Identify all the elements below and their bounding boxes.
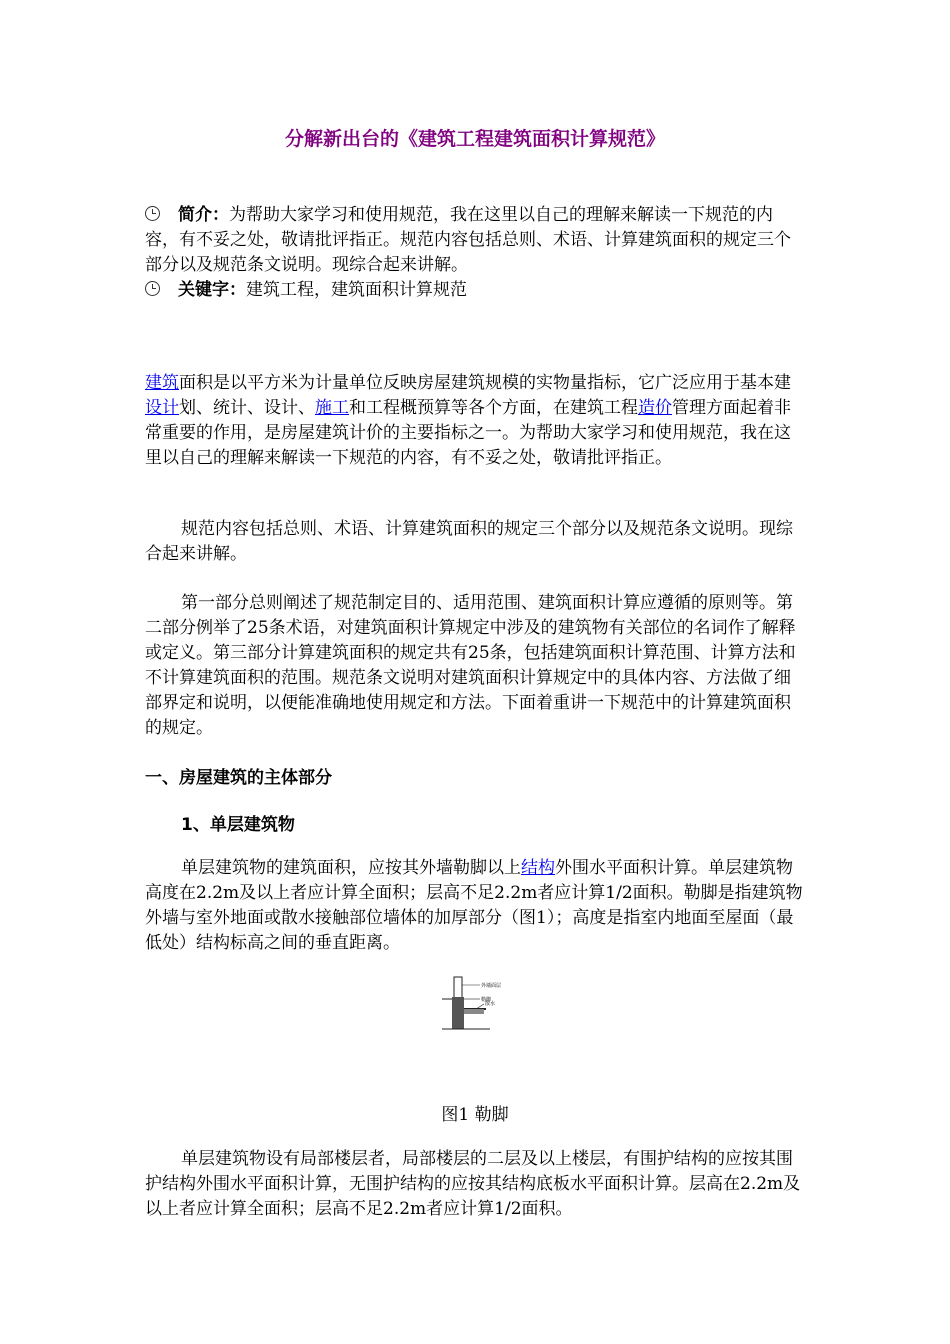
section-heading-2: 1、单层建筑物 xyxy=(181,815,295,835)
section-heading-1: 一、房屋建筑的主体部分 xyxy=(145,768,332,788)
label-c: 散水 xyxy=(485,1001,496,1007)
para3-text: 第一部分总则阐述了规范制定目的、适用范围、建筑面积计算应遵循的原则等。第二部分例举了25条术语，对建筑面积计算规定中涉及的建筑物有关部位的名词作了解释或定义。第三部分计算建筑面积的规定共有25条，包括建筑面积计算范围、计算方法和不计算建筑面积的范围。规范条文说明对建筑面积计算规定中的具体内容、方法做了细部界定和说明，以便能准确地使用规定和方法。下面着重讲一下规范中的计算建筑面积的规定。 xyxy=(145,593,796,738)
para4-text-1: 单层建筑物的建筑面积，应按其外墙勒脚以上 xyxy=(181,858,521,878)
para1-text-4: 管理方面起着非常重要的作用，是房屋建筑计价的主要指标之一。为帮助大家学习和使用规范，我在这里以自己的理解来解读一下规范的内容，有不妥之处，敬请批评指正。 xyxy=(145,398,791,468)
clock-icon xyxy=(145,281,160,296)
link-shigong[interactable]: 施工 xyxy=(315,398,349,418)
label-a: 外墙面层 xyxy=(481,983,502,989)
plinth-diagram xyxy=(440,975,512,1033)
paragraph-4 xyxy=(145,856,805,956)
clock-icon xyxy=(145,206,160,221)
summary-text: 为帮助大家学习和使用规范，我在这里以自己的理解来解读一下规范的内容，有不妥之处，敬请批评指正。规范内容包括总则、术语、计算建筑面积的规定三个部分以及规范条文说明。现综合起来讲解。 xyxy=(145,205,791,275)
paragraph-5 xyxy=(145,1147,805,1222)
link-zaojia[interactable]: 造价 xyxy=(638,398,672,418)
link-jiegou[interactable]: 结构 xyxy=(521,858,555,878)
keywords-label: 关键字： xyxy=(178,280,246,300)
paragraph-3 xyxy=(145,591,805,741)
figure-plinth xyxy=(440,975,512,1033)
link-sheji[interactable]: 设计 xyxy=(145,398,179,418)
paragraph-2 xyxy=(145,517,805,567)
link-jianzhu[interactable]: 建筑 xyxy=(145,373,179,393)
figure-caption: 图1 勒脚 xyxy=(441,1105,509,1125)
para1-text-3: 和工程概预算等各个方面，在建筑工程 xyxy=(349,398,638,418)
para2-text: 规范内容包括总则、术语、计算建筑面积的规定三个部分以及规范条文说明。现综合起来讲解。 xyxy=(145,519,793,564)
paragraph-1 xyxy=(145,371,805,471)
keywords-text: 建筑工程，建筑面积计算规范 xyxy=(246,280,467,300)
para4-text-2: 外围水平面积计算。单层建筑物高度在2.2m及以上者应计算全面积；层高不足2.2m者应计算1/2面积。勒脚是指建筑物外墙与室外地面或散水接触部位墙体的加厚部分（图1）；高度是指室内地面至屋面（最低处）结构标高之间的垂直距离。 xyxy=(145,858,803,953)
intro-block xyxy=(145,203,805,303)
keywords-row xyxy=(145,278,805,303)
para1-text-2: 划、统计、设计、 xyxy=(179,398,315,418)
summary-label: 简介： xyxy=(178,205,229,225)
label-b: 勒脚 xyxy=(481,997,492,1003)
para5-text: 单层建筑物设有局部楼层者，局部楼层的二层及以上楼层，有围护结构的应按其围护结构外围水平面积计算，无围护结构的应按其结构底板水平面积计算。层高在2.2m及以上者应计算全面积；层高不足2.2m者应计算1/2面积。 xyxy=(145,1149,801,1219)
page-title: 分解新出台的《建筑工程建筑面积计算规范》 xyxy=(284,128,665,150)
para1-text-1: 面积是以平方米为计量单位反映房屋建筑规模的实物量指标，它广泛应用于基本建 xyxy=(179,373,791,393)
summary-row xyxy=(145,203,805,278)
